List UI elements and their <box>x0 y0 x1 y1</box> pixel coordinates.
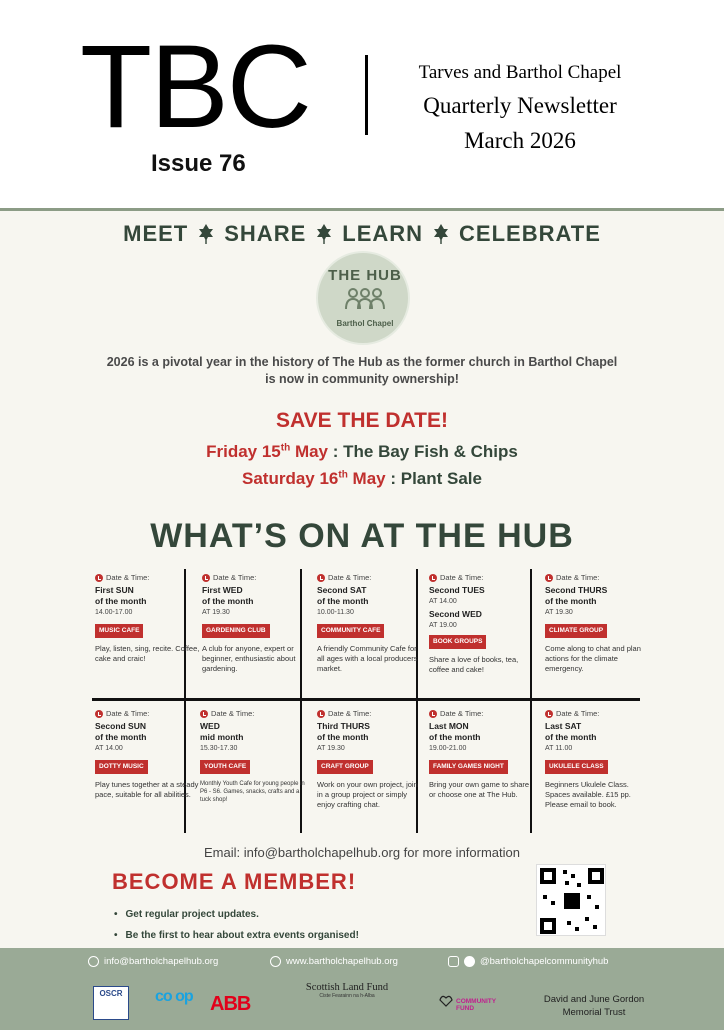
event-tag: MUSIC CAFE <box>95 624 143 638</box>
list-item: • Get regular project updates. <box>114 904 359 925</box>
save-date-day: Saturday 16 <box>241 469 339 488</box>
clock-icon <box>545 710 553 718</box>
hub-logo-title: THE HUB <box>328 267 402 284</box>
hub-logo-subtitle: Barthol Chapel <box>336 319 394 328</box>
hub-poster <box>0 211 724 948</box>
masthead-divider <box>365 55 368 135</box>
masthead-community: Tarves and Barthol Chapel <box>418 62 622 83</box>
event-time: AT 14.00 <box>95 745 123 752</box>
event-description: Monthly Youth Cafe for young people in P6 - S6. Games, snacks, crafts and a tuck shop! <box>200 781 305 803</box>
clock-icon <box>317 710 325 718</box>
list-item: • Be the first to hear about extra events organised! <box>114 925 359 946</box>
event-when: First WED of the month <box>202 585 254 606</box>
footer-website[interactable] <box>270 956 398 967</box>
date-time-label: Date & Time: <box>545 709 641 719</box>
people-icon <box>345 287 385 311</box>
community-fund-text: COMMUNITY FUND <box>456 998 496 1012</box>
event-tag: CRAFT GROUP <box>317 760 373 774</box>
event-tag: DOTTY MUSIC <box>95 760 148 774</box>
qr-module <box>593 925 597 929</box>
clock-icon <box>429 710 437 718</box>
qr-module <box>565 881 569 885</box>
clock-icon <box>545 574 553 582</box>
qr-code[interactable] <box>536 864 606 936</box>
event-when: Last MON of the month <box>429 721 481 742</box>
event-time: AT 19.30 <box>317 745 345 752</box>
event-tag: YOUTH CAFE <box>200 760 250 774</box>
event-when: Second WED <box>429 609 482 619</box>
date-time-label: Date & Time: <box>317 573 425 583</box>
issue-number: Issue 76 <box>151 150 246 177</box>
clock-icon <box>202 574 210 582</box>
tagline-word: SHARE <box>224 221 307 246</box>
slf-title: Scottish Land Fund <box>305 982 389 993</box>
slf-subtitle: Ciste Fearainn na h-Alba <box>319 993 375 999</box>
member-benefits-list <box>114 904 359 946</box>
masthead-title-block <box>380 60 660 158</box>
clock-icon <box>317 574 325 582</box>
qr-module <box>595 905 599 909</box>
coop-logo: co op <box>155 988 193 1005</box>
date-time-label: Date & Time: <box>429 573 537 583</box>
globe-icon <box>270 956 281 967</box>
masthead <box>0 0 724 208</box>
event-ukulele-class <box>545 709 641 810</box>
qr-finder <box>540 868 556 884</box>
event-tag: FAMILY GAMES NIGHT <box>429 760 508 774</box>
whats-on-title: WHAT’S ON AT THE HUB <box>150 517 574 555</box>
grid-divider <box>92 698 640 701</box>
save-date-month: May <box>347 469 386 488</box>
abb-logo: ABB <box>210 993 251 1015</box>
date-time-label: Date & Time: <box>429 709 537 719</box>
event-tag: UKULELE CLASS <box>545 760 608 774</box>
leaf-icon <box>433 224 449 244</box>
tagline <box>0 221 724 247</box>
event-time: AT 11.00 <box>545 745 573 752</box>
gordon-trust-logo <box>528 993 660 1019</box>
hands-icon <box>438 992 454 1008</box>
tagline-word: LEARN <box>342 221 424 246</box>
event-when: Third THURS of the month <box>317 721 370 742</box>
event-tag: BOOK GROUPS <box>429 635 486 649</box>
event-dotty-music <box>95 709 203 800</box>
save-date-1 <box>0 442 724 462</box>
oscr-logo-text: OSCR <box>99 989 123 998</box>
event-gardening-club <box>202 573 310 674</box>
hub-logo <box>316 251 410 345</box>
event-time: 10.00-11.30 <box>317 609 354 616</box>
footer-email[interactable] <box>88 956 218 967</box>
clock-icon <box>429 574 437 582</box>
date-time-label: Date & Time: <box>317 709 425 719</box>
event-youth-cafe <box>200 709 308 804</box>
tagline-word: MEET <box>123 221 189 246</box>
clock-icon <box>95 710 103 718</box>
event-time: AT 19.30 <box>545 609 573 616</box>
event-time: 19.00-21.00 <box>429 745 467 752</box>
save-date-suffix: th <box>338 469 348 481</box>
event-tag: COMMUNITY CAFE <box>317 624 384 638</box>
qr-module <box>577 883 581 887</box>
leaf-icon <box>316 224 332 244</box>
qr-finder <box>588 868 604 884</box>
date-time-label: Date & Time: <box>202 573 310 583</box>
save-date-2 <box>0 469 724 489</box>
intro-text <box>100 354 624 388</box>
tagline-word: CELEBRATE <box>459 221 601 246</box>
save-date-day: Friday 15 <box>206 442 281 461</box>
intro-line: 2026 is a pivotal year in the history of The Hub as the former church in Barthol Chapel <box>106 355 618 369</box>
gordon-trust-line: Memorial Trust <box>562 1007 626 1018</box>
event-time: 14.00-17.00 <box>95 609 133 616</box>
event-book-groups <box>429 573 537 675</box>
event-when: Second SUN of the month <box>95 721 147 742</box>
footer-social[interactable] <box>448 956 608 967</box>
event-description: Work on your own project, join in a group project or simply enjoy crafting chat. <box>317 780 418 809</box>
save-date-event: : Plant Sale <box>385 469 482 488</box>
qr-module <box>571 874 575 878</box>
event-family-games-night <box>429 709 537 800</box>
footer-email-text: info@bartholchapelhub.org <box>104 956 219 967</box>
masthead-date: March 2026 <box>464 128 576 153</box>
event-when: WED mid month <box>200 721 244 742</box>
save-date-suffix: th <box>280 442 291 454</box>
qr-module <box>587 895 591 899</box>
become-member-title: BECOME A MEMBER! <box>112 869 357 894</box>
save-date-event: : The Bay Fish & Chips <box>328 442 518 461</box>
event-craft-group <box>317 709 425 810</box>
event-description: A club for anyone, expert or beginner, enthusiastic about gardening. <box>202 644 296 673</box>
masthead-publication: Quarterly Newsletter <box>423 93 617 118</box>
date-time-label: Date & Time: <box>95 573 203 583</box>
qr-module <box>543 895 547 899</box>
footer-social-text: @bartholchapelcommunityhub <box>480 956 609 967</box>
event-description: A friendly Community Cafe for all ages with a local producers market. <box>317 644 418 673</box>
clock-icon <box>200 710 208 718</box>
event-tag: GARDENING CLUB <box>202 624 270 638</box>
date-time-label: Date & Time: <box>200 709 308 719</box>
event-time: AT 19.30 <box>202 609 230 616</box>
event-climate-group <box>545 573 641 674</box>
event-description: Play, listen, sing, recite. Coffee, cake and craic! <box>95 644 200 663</box>
event-description: Bring your own game to share or choose one at The Hub. <box>429 780 530 799</box>
oscr-logo <box>93 986 129 1020</box>
qr-module <box>575 927 579 931</box>
qr-module <box>585 917 589 921</box>
save-date-month: May <box>290 442 329 461</box>
date-time-label: Date & Time: <box>95 709 203 719</box>
event-time: 15.30-17.30 <box>200 745 238 752</box>
save-the-date-title: SAVE THE DATE! <box>276 409 448 432</box>
footer <box>0 948 724 1030</box>
event-when: Second THURS of the month <box>545 585 608 606</box>
qr-module <box>563 870 567 874</box>
event-description: Play tunes together at a steady pace, suitable for all abilities. <box>95 780 199 799</box>
footer-contacts <box>0 956 724 974</box>
clock-icon <box>95 574 103 582</box>
scottish-land-fund-logo <box>284 982 410 999</box>
instagram-icon <box>448 956 459 967</box>
qr-module <box>567 921 571 925</box>
leaf-icon <box>198 224 214 244</box>
event-description: Share a love of books, tea, coffee and cake! <box>429 655 519 674</box>
event-when: Last SAT of the month <box>545 721 597 742</box>
contact-email-line[interactable]: Email: info@bartholchapelhub.org for more information <box>204 845 520 860</box>
event-time: AT 14.00 <box>429 598 457 605</box>
email-icon <box>88 956 99 967</box>
footer-website-text: www.bartholchapelhub.org <box>286 956 398 967</box>
date-time-label: Date & Time: <box>545 573 641 583</box>
event-description: Come along to chat and plan actions for the climate emergency. <box>545 644 641 673</box>
qr-module <box>551 901 555 905</box>
facebook-icon <box>464 956 475 967</box>
masthead-logo: TBC <box>80 21 310 153</box>
qr-finder <box>540 918 556 934</box>
qr-center <box>564 893 580 909</box>
event-when: Second TUES <box>429 585 485 595</box>
event-description: Beginners Ukulele Class. Spaces available. £15 pp. Please email to book. <box>545 780 631 809</box>
event-music-cafe <box>95 573 203 664</box>
event-when: Second SAT of the month <box>317 585 369 606</box>
intro-line: is now in community ownership! <box>265 372 459 386</box>
event-when: First SUN of the month <box>95 585 147 606</box>
gordon-trust-line: David and June Gordon <box>543 994 645 1005</box>
event-community-cafe <box>317 573 425 674</box>
event-time: AT 19.00 <box>429 622 457 629</box>
event-tag: CLIMATE GROUP <box>545 624 607 638</box>
